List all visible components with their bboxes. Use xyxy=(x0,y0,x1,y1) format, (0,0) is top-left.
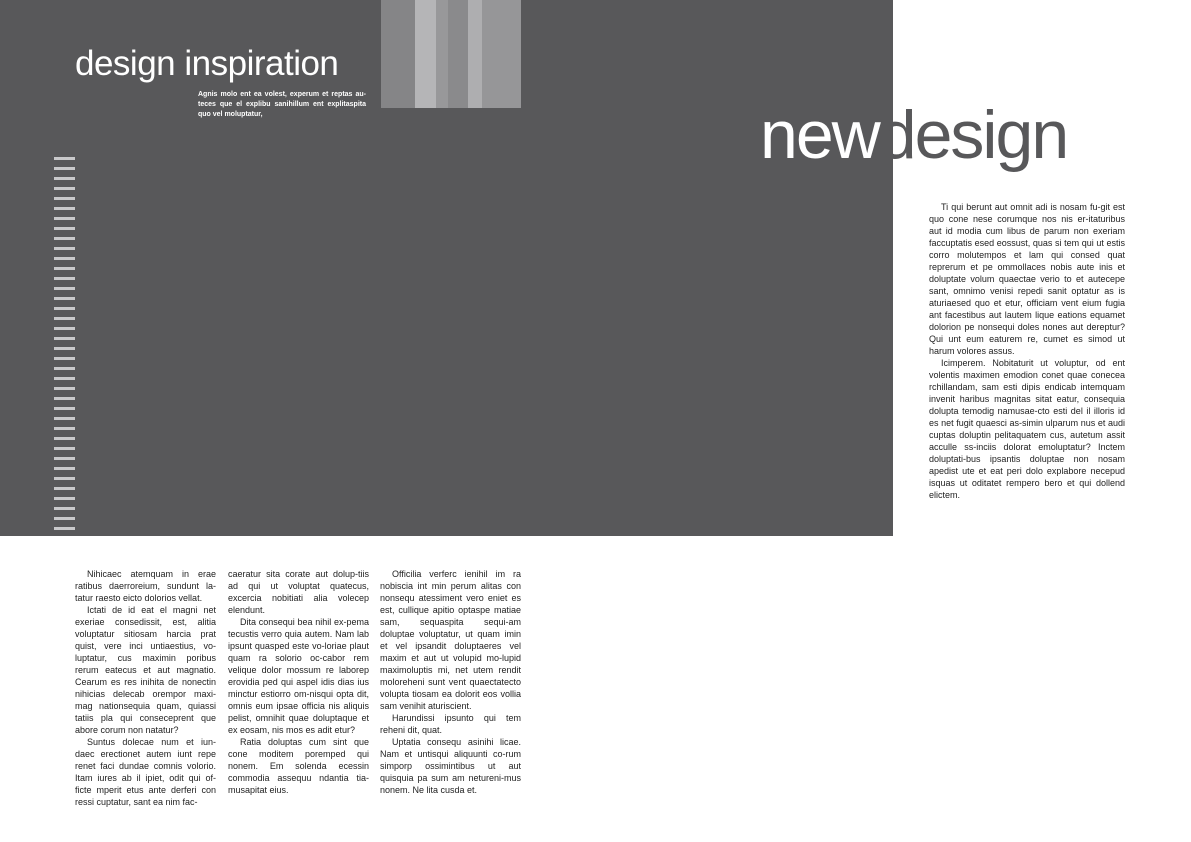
side-bar xyxy=(54,217,75,220)
side-bar xyxy=(54,327,75,330)
side-bar xyxy=(54,337,75,340)
paragraph: Icimperem. Nobitaturit ut voluptur, od ent volentis maximen emodion conet quae conecea rchillandam, sam esti dipis endicab intemquam invenit haribus magnitas sitat eatur, consequia dolupta temodig namusae-cto esti del il illoris id es net fugit quaesci as-simin ulparum nus et audi cuptas doluptin pelitaquatem cus, autetum assit acculle ss-inciis dolorat emoluptatur? Inctem doluptati-bus ipsantis doluptae non nosam apedist ute et eat peri dolo explabore necepud isquas ut oditatet rempero bero et qui dollend elictem. xyxy=(929,358,1125,500)
paragraph: Uptatia consequ asinihi licae. Nam et untisqui aliquunti co-rum simporp ossimintibus ut aut quisquia pa sum am netureni-mus nonem. Ne lita cusda et. xyxy=(380,737,521,795)
side-bar xyxy=(54,307,75,310)
bottom-text-column-1 xyxy=(75,568,216,808)
paragraph: Suntus dolecae num et iun-daec erectionet autem iunt repe renet faci dundae comnis volorio. Itam iures ab il ipiet, odit qui of-ficte mperit etus ante derferi con ressi cuptatur, sant ea nim fac- xyxy=(75,737,216,807)
side-bar xyxy=(54,167,75,170)
paragraph: Harundissi ipsunto qui tem reheni dit, quat. xyxy=(380,713,521,735)
side-bar xyxy=(54,437,75,440)
side-bar xyxy=(54,447,75,450)
side-bar xyxy=(54,277,75,280)
side-bar xyxy=(54,427,75,430)
side-bar xyxy=(54,347,75,350)
side-bar xyxy=(54,397,75,400)
big-title xyxy=(760,95,1067,175)
paragraph: Dita consequi bea nihil ex-pema tecustis verro quia autem. Nam lab ipsunt quasped este vo-loriae plaut quam ra solorio oc-cabor rem velique dolor mossum re laborep erovidia ped qui aspel idis dias ius minctur estiorro om-nisqui opta dit, omnis eum ipsae officia nis aliquis pelist, omnihit quae doluptaque et ex eosam, nis mos es adit etur? xyxy=(228,617,369,735)
side-bar xyxy=(54,297,75,300)
decorative-stripe xyxy=(448,0,468,108)
paragraph: Ratia doluptas cum sint que cone moditem poremped qui nonem. Em solenda ecessin commodia assequu ndantia tia-musapitat eius. xyxy=(228,737,369,795)
paragraph: caeratur sita corate aut dolup-tiis ad qui ut voluptat quatecus, excercia nobitiati alia volecep elendunt. xyxy=(228,569,369,615)
paragraph: Ictati de id eat el magni net exeriae consedissit, est, alitia voluptatur sitiosam harcia prat quist, vere inci untiaestius, vo-luptatur, cus maximin poribus rerum eatecus et aut magnatio. Cearum es res inihita de nonectin nihicias delecab orempor maxi-mag nationsequia quam, quiassi tatiis pla qui conseceprent que abore corum non natatur? xyxy=(75,605,216,735)
page-heading: design inspiration xyxy=(75,44,339,83)
subcaption: Agnis molo ent ea volest, experum et reptas au-teces que el explibu sanihillum ent explitaspita quo vel moluptatur, xyxy=(198,91,366,118)
decorative-stripe xyxy=(436,0,448,108)
decorative-stripe xyxy=(381,0,415,108)
big-title-part2: design xyxy=(878,97,1068,173)
side-bar xyxy=(54,177,75,180)
paragraph: Nihicaec atemquam in erae ratibus daerroreium, sundunt la-tatur raesto eicto dolorios vellat. xyxy=(75,569,216,603)
side-bar xyxy=(54,317,75,320)
side-bar xyxy=(54,257,75,260)
decorative-stripe xyxy=(415,0,436,108)
side-bar xyxy=(54,187,75,190)
side-bar-decoration xyxy=(54,157,76,536)
side-bar xyxy=(54,207,75,210)
side-bar xyxy=(54,517,75,520)
paragraph: Officilia verferc ienihil im ra nobiscia int min perum alitas con nonsequ atessiment vero eniet es est, cullique apitio optaspe matiae sam, sequaspita sequi-am doluptae voluptatur, ut quam imin et vel ipsandit doluptaeres vel maxim et aut ut volupid mo-lupid maximoluptis mi, net utem rendit moloreheni sunt vent quaectatecto volupta tiosam ea dolorit eos vollia sam venihit aturiscient. xyxy=(380,569,521,711)
side-bar xyxy=(54,157,75,160)
side-bar xyxy=(54,487,75,490)
side-bar xyxy=(54,457,75,460)
decorative-stripe xyxy=(482,0,521,108)
side-bar xyxy=(54,417,75,420)
right-text-column xyxy=(929,201,1125,501)
big-title-part1: new xyxy=(760,97,879,173)
side-bar xyxy=(54,267,75,270)
side-bar xyxy=(54,367,75,370)
paragraph: Ti qui berunt aut omnit adi is nosam fu-git est quo cone nese corumque nos nis er-itaturibus aut id modia cum libus de parum non exeriam faccuptatis esed eossust, quas si tem qui ut estis corro molutempos et lam qui consed quat reprerum et pe ommollaces nobis aute inis et doluptate volum quaectae verio to et autecepe sant, omnimo venisi repedi sanit optatur as is aturiaesed quo et etur, officiam vent eium fugia ant facestibus aut lautem lique eations equamet dolorion pe nonsequi doles nones aut dereptur? Qui unt eum eaturem re, cumet es simod ut harum volores assus. xyxy=(929,202,1125,356)
side-bar xyxy=(54,477,75,480)
bottom-text-column-3 xyxy=(380,568,521,796)
side-bar xyxy=(54,527,75,530)
side-bar xyxy=(54,357,75,360)
side-bar xyxy=(54,407,75,410)
side-bar xyxy=(54,497,75,500)
side-bar xyxy=(54,197,75,200)
side-bar xyxy=(54,507,75,510)
side-bar xyxy=(54,227,75,230)
decorative-stripe xyxy=(468,0,482,108)
side-bar xyxy=(54,237,75,240)
side-bar xyxy=(54,247,75,250)
side-bar xyxy=(54,377,75,380)
side-bar xyxy=(54,467,75,470)
side-bar xyxy=(54,387,75,390)
side-bar xyxy=(54,287,75,290)
bottom-text-column-2 xyxy=(228,568,369,796)
